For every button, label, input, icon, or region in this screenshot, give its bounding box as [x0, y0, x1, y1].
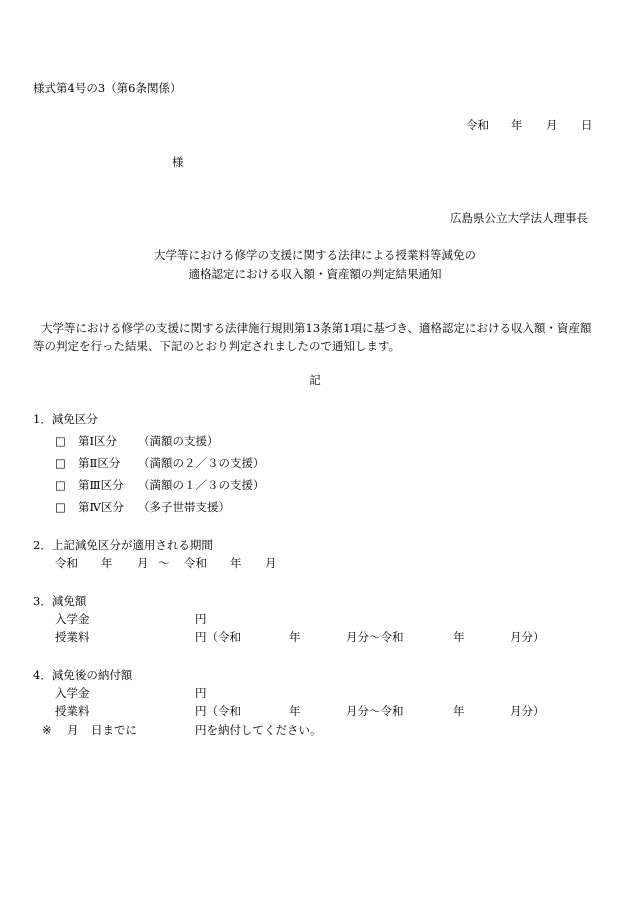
- tuition-year-end: 年: [453, 704, 465, 718]
- ki-heading: 記: [309, 373, 321, 387]
- option-note: （満額の支援）: [138, 434, 219, 448]
- body-text-line2: 等の判定を行った結果、下記のとおり判定されましたので通知します。: [33, 339, 401, 353]
- document-title-line2: 適格認定における収入額・資産額の判定結果通知: [188, 267, 442, 281]
- tuition-month-start: 月分〜令和: [346, 630, 404, 644]
- note-text: 円を納付してください。: [195, 723, 322, 737]
- period-month-end: 月: [265, 556, 277, 570]
- document-title-line1: 大学等における修学の支援に関する法律による授業料等減免の: [154, 248, 476, 262]
- option-note: （満額の１／３の支援）: [138, 478, 265, 492]
- checkbox-class1[interactable]: □: [55, 434, 66, 448]
- admission-label: 入学金: [55, 612, 90, 626]
- option-label: 第Ⅳ区分: [78, 500, 124, 514]
- option-label: 第Ⅰ区分: [78, 434, 118, 448]
- body-text-line1: 大学等における修学の支援に関する法律施行規則第13条第1項に基づき、適格認定における収入額・資産額: [41, 321, 592, 335]
- period-month-start: 月: [137, 556, 149, 570]
- tuition-year-start: 年: [289, 630, 301, 644]
- tuition-month-start: 月分〜令和: [346, 704, 404, 718]
- checkbox-class2[interactable]: □: [55, 456, 66, 470]
- note-month: 月: [67, 723, 79, 737]
- checkbox-class4[interactable]: □: [55, 500, 66, 514]
- tuition-year-start: 年: [289, 704, 301, 718]
- tuition-label: 授業料: [55, 630, 90, 644]
- date-day: 日: [581, 118, 593, 132]
- admission-unit: 円: [195, 686, 207, 700]
- period-era-start: 令和: [55, 556, 78, 570]
- section1-heading: 1．減免区分: [33, 412, 98, 426]
- admission-unit: 円: [195, 612, 207, 626]
- tuition-year-end: 年: [453, 630, 465, 644]
- tuition-month-end: 月分）: [510, 704, 545, 718]
- section2-heading: 2．上記減免区分が適用される期間: [33, 538, 213, 552]
- checkbox-class3[interactable]: □: [55, 478, 66, 492]
- section4-heading: 4．減免後の納付額: [33, 668, 133, 682]
- option-label: 第Ⅲ区分: [78, 478, 124, 492]
- tuition-label: 授業料: [55, 704, 90, 718]
- tuition-month-end: 月分）: [510, 630, 545, 644]
- tuition-unit: 円（令和: [195, 704, 241, 718]
- date-era: 令和: [466, 118, 489, 132]
- date-month: 月: [546, 118, 558, 132]
- period-tilde: 〜: [158, 556, 170, 570]
- sender-name: 広島県公立大学法人理事長: [450, 211, 588, 225]
- recipient-honorific: 様: [172, 155, 184, 169]
- period-year-end: 年: [230, 556, 242, 570]
- option-label: 第Ⅱ区分: [78, 456, 121, 470]
- tuition-unit: 円（令和: [195, 630, 241, 644]
- admission-label: 入学金: [55, 686, 90, 700]
- date-year: 年: [511, 118, 523, 132]
- note-day: 日までに: [91, 723, 137, 737]
- form-number: 様式第4号の3（第6条関係）: [33, 81, 182, 95]
- period-year-start: 年: [101, 556, 113, 570]
- option-note: （多子世帯支援）: [138, 500, 230, 514]
- note-mark: ※: [42, 723, 52, 737]
- period-era-end: 令和: [184, 556, 207, 570]
- option-note: （満額の２／３の支援）: [138, 456, 265, 470]
- section3-heading: 3．減免額: [33, 594, 87, 608]
